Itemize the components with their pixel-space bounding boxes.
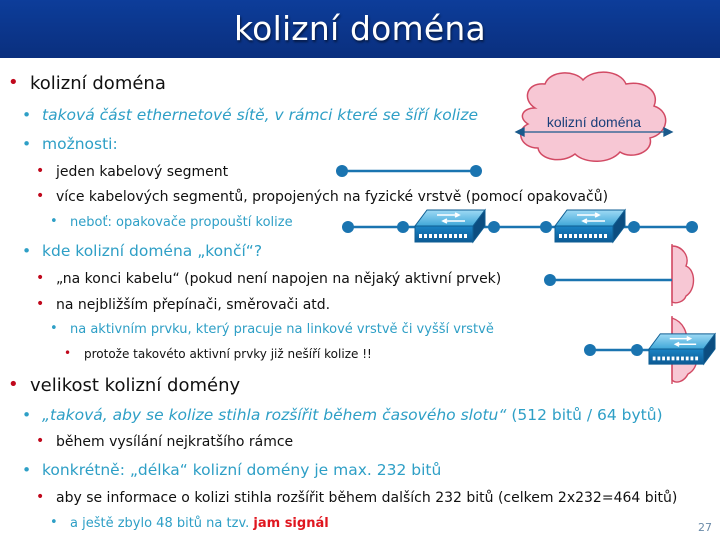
bullet-dot: • [50, 214, 58, 229]
slide-title: kolizní doména [234, 9, 486, 48]
bullet-dot: • [22, 242, 32, 260]
bullet-kde-konci: kde kolizní doména „končí“? [42, 242, 263, 260]
bullet-dot: • [50, 515, 58, 530]
bullet-definition: taková část ethernetové sítě, v rámci které se šíří kolize [42, 106, 479, 124]
bullet-repeaters: neboť: opakovače propouští kolize [70, 215, 293, 230]
jam-text: a ještě zbylo 48 bitů na tzv. [70, 516, 254, 531]
jam-emphasis: jam signál [253, 516, 329, 531]
bullet-dot: • [36, 270, 45, 286]
bullet-moznosti: možnosti: [42, 135, 118, 153]
repeater-chain [342, 221, 698, 233]
cloud-icon [672, 244, 694, 306]
bullet-dot: • [64, 346, 72, 360]
bullet-dot: • [36, 489, 45, 505]
bullet-dot: • [36, 188, 45, 204]
bullet-end-of-cable: „na konci kabelu“ (pokud není napojen na nějaký aktivní prvek) [56, 271, 502, 287]
bullet-dot: • [36, 296, 45, 312]
bullet-dot: • [8, 72, 19, 93]
switch-icon [555, 210, 625, 242]
bullet-nearest-switch: na nejbližším přepínači, směrovači atd. [56, 297, 331, 313]
bullet-dot: • [22, 461, 32, 479]
bullet-kolizni-domena: kolizní doména [30, 73, 166, 94]
switch-icon [415, 210, 485, 242]
bullet-active-device: na aktivním prvku, který pracuje na linkové vrstvě či vyšší vrstvě [70, 322, 494, 337]
slot-size: (512 bitů / 64 bytů) [506, 406, 663, 424]
bullet-dot: • [22, 106, 32, 124]
bullet-dot: • [36, 163, 45, 179]
bullet-multiple-segments: více kabelových segmentů, propojených na fyzické vrstvě (pomocí opakovačů) [56, 189, 609, 205]
bullet-velikost: velikost kolizní domény [30, 375, 241, 396]
bullet-dot: • [22, 135, 32, 153]
bullet-shortest-frame: během vysílání nejkratšího rámce [56, 434, 294, 450]
bullet-dot: • [22, 406, 32, 424]
cable-icon [544, 274, 672, 286]
cloud-label: kolizní doména [546, 114, 642, 130]
bullet-no-collisions: protože takovéto aktivní prvky již nešíří kolize !! [84, 347, 372, 361]
bullet-dot: • [36, 433, 45, 449]
bullet-dot: • [8, 374, 19, 395]
page-number: 27 [698, 521, 712, 534]
bullet-max-length: konkrétně: „délka“ kolizní domény je max. 232 bitů [42, 461, 442, 479]
bullet-collision-propagation: aby se informace o kolizi stihla rozšířit během dalších 232 bitů (celkem 2x232=464 bitů) [56, 490, 678, 506]
slot-quote: „taková, aby se kolize stihla rozšířit během časového slotu“ [42, 406, 507, 424]
bullet-dot: • [50, 321, 58, 336]
bullet-single-segment: jeden kabelový segment [56, 164, 229, 180]
cable-icon [336, 165, 482, 177]
switch-icon [649, 334, 715, 364]
